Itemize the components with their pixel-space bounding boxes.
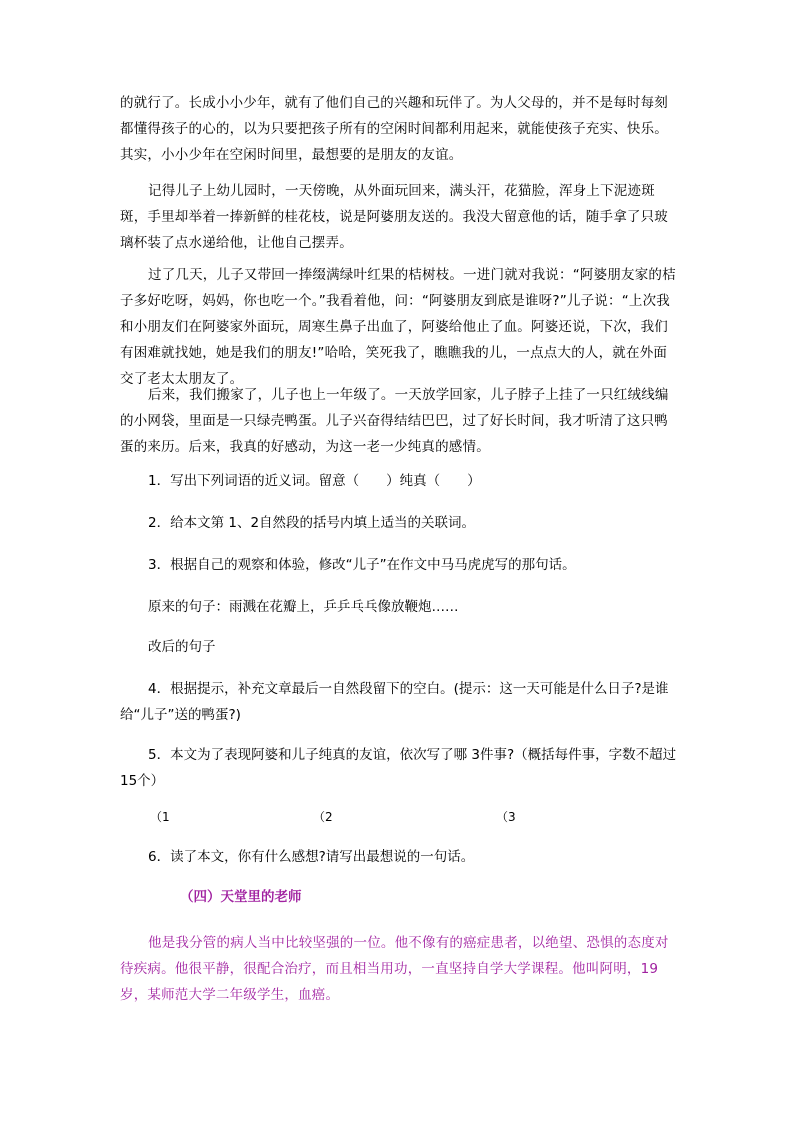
answer-blanks	[0, 802, 794, 828]
question-3: 3．根据自己的观察和体验，修改“儿子”在作文中马马虎虎写的那句话。	[148, 557, 576, 573]
revised-sentence-label: 改后的句子	[148, 639, 216, 655]
section-heading: （四）天堂里的老师	[180, 889, 302, 905]
story-paragraph-3: 过了几天，儿子又带回一捧缀满绿叶红果的桔树枝。一进门就对我说：“阿婆朋友家的桔子多好吃呀，妈妈，你也吃一个。”我看着他，问：“阿婆朋友到底是谁呀?”儿子说：“上次我和小朋友们在阿婆家外面玩，周寒生鼻子出血了，阿婆给他止了血。阿婆还说，下次，我们有困难就找她，她是我们的朋友!”哈哈，笑死我了，瞧瞧我的儿，一点点大的人，就在外面交了老太太朋友了。	[120, 267, 676, 387]
question-5: 5．本文为了表现阿婆和儿子纯真的友谊，依次写了哪 3件事?（概括每件事，字数不超过 15个）	[120, 747, 677, 789]
section4-paragraph-1: 他是我分管的病人当中比较坚强的一位。他不像有的癌症患者，以绝望、恐惧的态度对待疾病。他很平静，很配合治疗，而且相当用功，一直坚持自学大学课程。他叫阿明，19 岁，某师范大学二年级学生，血癌。	[120, 935, 669, 1003]
question-4: 4．根据提示，补充文章最后一自然段留下的空白。(提示：这一天可能是什么日子?是谁给“儿子”送的鸭蛋?)	[120, 681, 669, 723]
answer-blank-2: （2	[313, 810, 333, 824]
story-paragraph-4: 后来，我们搬家了，儿子也上一年级了。一天放学回家，儿子脖子上挂了一只红绒线编的小网袋，里面是一只绿壳鸭蛋。儿子兴奋得结结巴巴，过了好长时间，我才听清了这只鸭蛋的来历。后来，我真的好感动，为这一老一少纯真的感情。	[120, 387, 669, 455]
answer-blank-1: （1	[150, 810, 170, 824]
question-1: 1．写出下列词语的近义词。留意（ ）纯真（ ）	[148, 473, 481, 489]
question-2: 2．给本文第 1、2自然段的括号内填上适当的关联词。	[148, 515, 476, 531]
answer-blank-3: （3	[496, 810, 516, 824]
question-6: 6．读了本文，你有什么感想?请写出最想说的一句话。	[148, 849, 475, 865]
story-paragraph-2: 记得儿子上幼儿园时，一天傍晚，从外面玩回来，满头汗，花猫脸，浑身上下泥迹斑斑，手里却举着一捧新鲜的桂花枝，说是阿婆朋友送的。我没大留意他的话，随手拿了只玻璃杯装了点水递给他，让他自己摆弄。	[120, 183, 668, 251]
original-sentence: 原来的句子：雨溅在花瓣上，乒乒乓乓像放鞭炮……	[148, 599, 459, 615]
story-paragraph-1: 的就行了。长成小小少年，就有了他们自己的兴趣和玩伴了。为人父母的，并不是每时每刻都懂得孩子的心的，以为只要把孩子所有的空闲时间都利用起来，就能使孩子充实、快乐。其实，小小少年在空闲时间里，最想要的是朋友的友谊。	[120, 95, 668, 163]
